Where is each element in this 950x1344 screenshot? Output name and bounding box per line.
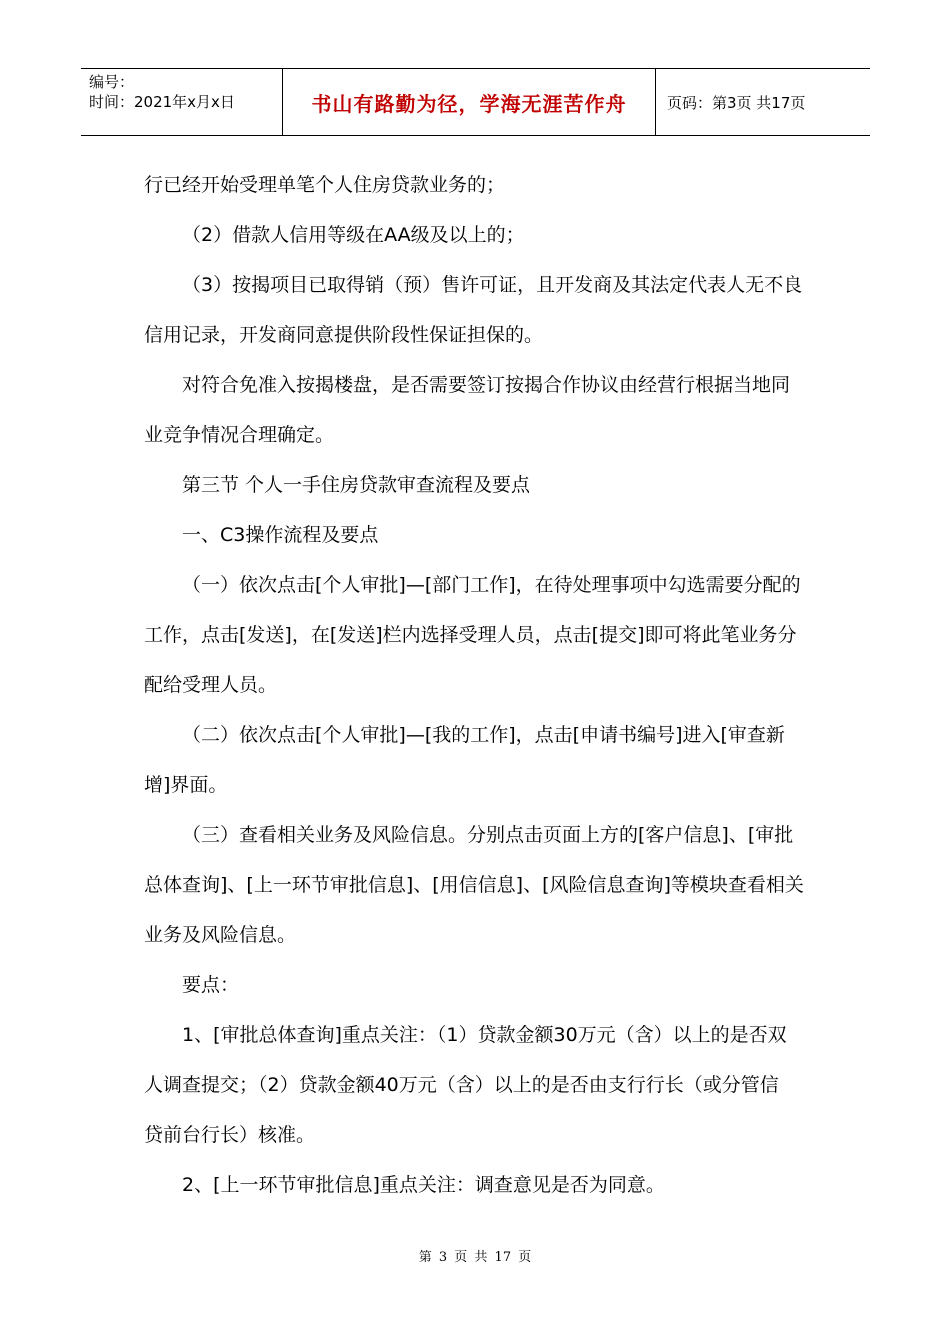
page-info: 页码：第3页 共17页: [667, 93, 806, 112]
body-line: 业竞争情况合理确定。: [144, 424, 335, 446]
header-page-cell: [656, 69, 870, 135]
body-line: 2、[上一环节审批信息]重点关注：调查意见是否为同意。: [182, 1174, 665, 1196]
body-line: （二）依次点击[个人审批]—[我的工作]，点击[申请书编号]进入[审查新: [182, 724, 785, 746]
key-points-label: 要点：: [182, 974, 240, 996]
body-line: 人调查提交；（2）贷款金额40万元（含）以上的是否由支行行长（或分管信: [144, 1074, 779, 1096]
page-footer: [0, 1246, 950, 1265]
body-line: （3）按揭项目已取得销（预）售许可证，且开发商及其法定代表人无不良: [182, 274, 803, 296]
body-line: （三）查看相关业务及风险信息。分别点击页面上方的[客户信息]、[审批: [182, 824, 794, 846]
footer-page-number: 第 3 页 共 17 页: [418, 1250, 532, 1265]
date-label: 时间：2021年x月x日: [89, 93, 235, 111]
body-line: 总体查询]、[上一环节审批信息]、[用信信息]、[风险信息查询]等模块查看相关: [144, 874, 804, 896]
section-heading: 第三节 个人一手住房贷款审查流程及要点: [182, 474, 531, 496]
header-motto-cell: [283, 69, 656, 135]
subsection-heading: 一、C3操作流程及要点: [182, 524, 379, 546]
header-meta-cell: [81, 69, 283, 135]
document-body: [144, 160, 824, 1210]
body-line: 对符合免准入按揭楼盘，是否需要签订按揭合作协议由经营行根据当地同: [182, 374, 791, 396]
body-line: 信用记录，开发商同意提供阶段性保证担保的。: [144, 324, 544, 346]
body-line: （一）依次点击[个人审批]—[部门工作]，在待处理事项中勾选需要分配的: [182, 574, 801, 596]
body-line: 1、[审批总体查询]重点关注：（1）贷款金额30万元（含）以上的是否双: [182, 1024, 787, 1046]
document-header: [81, 68, 870, 136]
motto-text: 书山有路勤为径，学海无涯苦作舟: [311, 91, 627, 116]
body-line: （2）借款人信用等级在AA级及以上的；: [182, 224, 525, 246]
body-line: 业务及风险信息。: [144, 924, 297, 946]
body-line: 行已经开始受理单笔个人住房贷款业务的；: [144, 174, 506, 196]
body-line: 配给受理人员。: [144, 674, 278, 696]
number-label: 编号：: [89, 73, 135, 91]
body-line: 贷前台行长）核准。: [144, 1124, 316, 1146]
body-line: 增]界面。: [144, 774, 228, 796]
body-line: 工作，点击[发送]，在[发送]栏内选择受理人员，点击[提交]即可将此笔业务分: [144, 624, 797, 646]
